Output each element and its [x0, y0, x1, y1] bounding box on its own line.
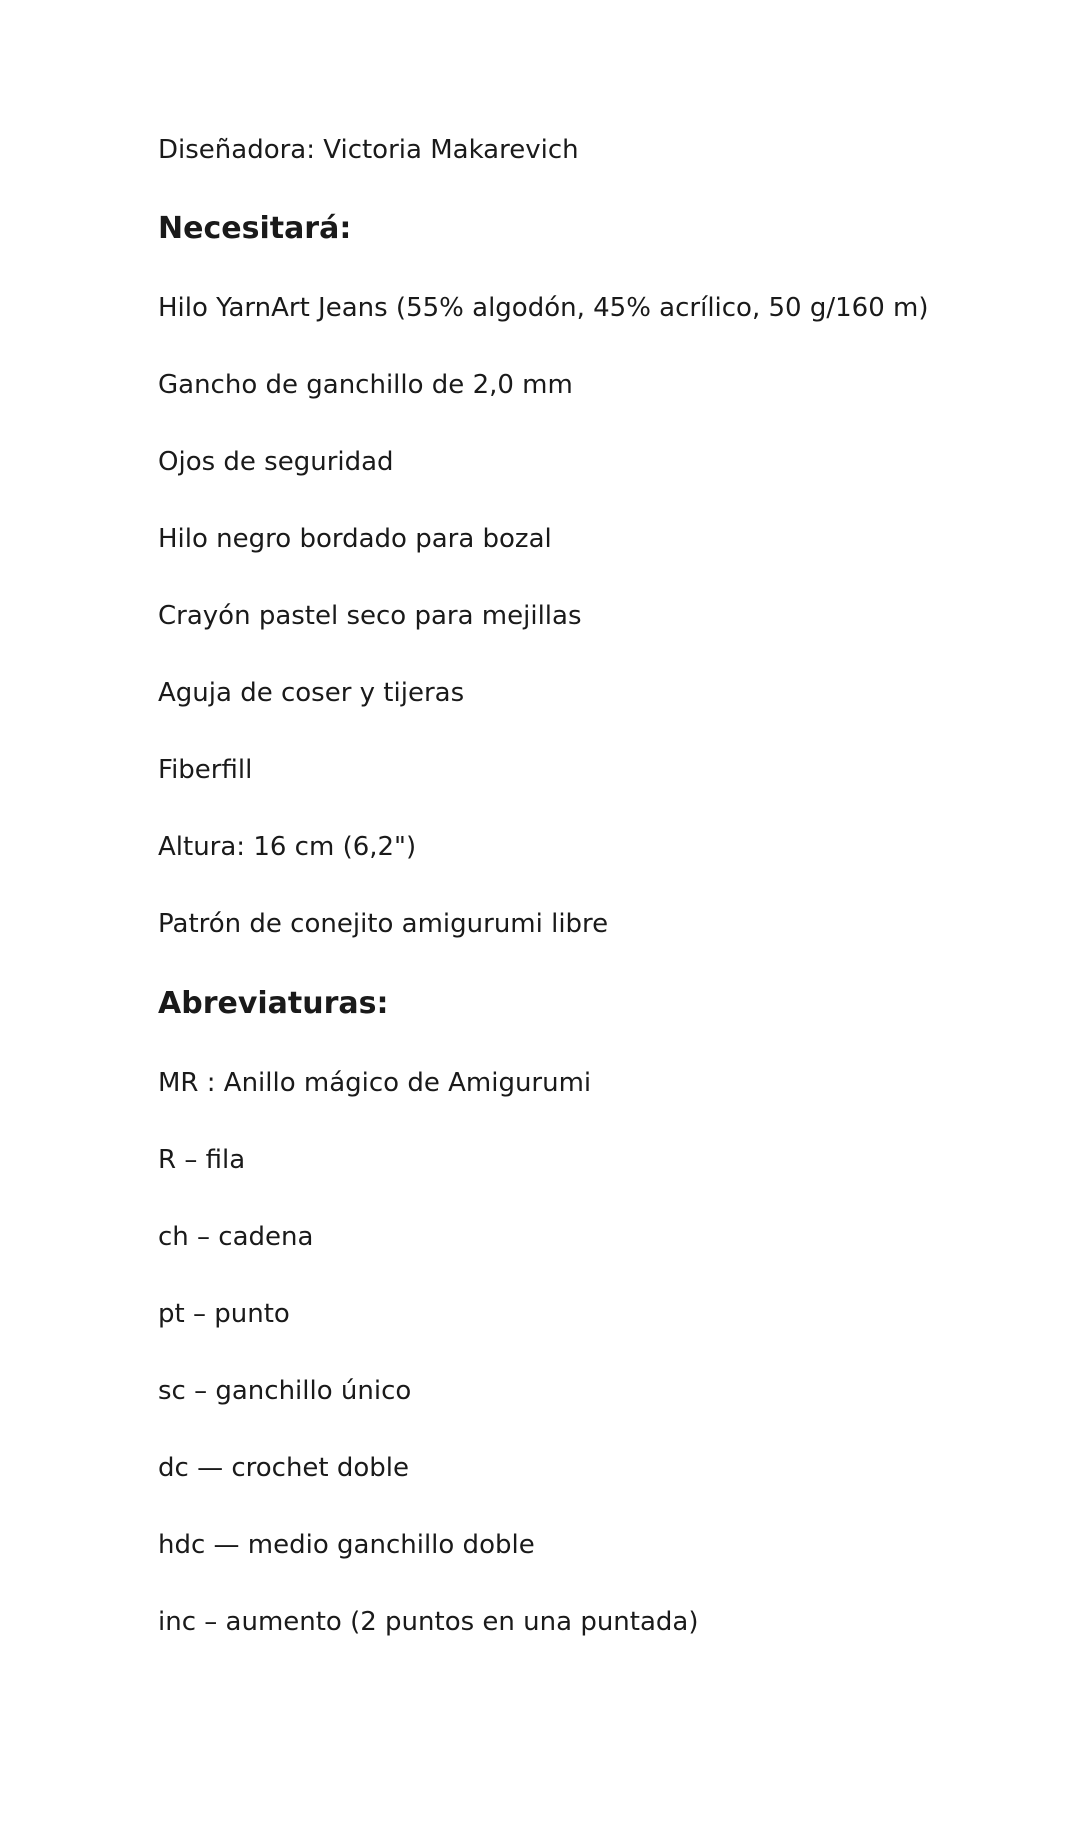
- material-item: Ojos de seguridad: [158, 447, 394, 477]
- abbreviations-heading: Abreviaturas:: [158, 986, 389, 1021]
- abbreviation-item: R – fila: [158, 1145, 246, 1175]
- abbreviation-item: dc — crochet doble: [158, 1453, 410, 1483]
- material-item: Patrón de conejito amigurumi libre: [158, 909, 609, 939]
- material-item: Gancho de ganchillo de 2,0 mm: [158, 370, 573, 400]
- materials-heading: Necesitará:: [158, 211, 352, 246]
- designer-credit: Diseñadora: Victoria Makarevich: [158, 135, 579, 165]
- abbreviation-item: pt – punto: [158, 1299, 290, 1329]
- abbreviations-list: [158, 1065, 1018, 1640]
- abbreviation-item: inc – aumento (2 puntos en una puntada): [158, 1607, 699, 1637]
- material-item: Hilo negro bordado para bozal: [158, 524, 552, 554]
- material-item: Fiberfill: [158, 755, 253, 785]
- material-item: Crayón pastel seco para mejillas: [158, 601, 582, 631]
- abbreviation-item: ch – cadena: [158, 1222, 314, 1252]
- abbreviation-item: sc – ganchillo único: [158, 1376, 412, 1406]
- materials-list: [158, 290, 1018, 942]
- abbreviation-item: hdc — medio ganchillo doble: [158, 1530, 535, 1560]
- abbreviation-item: MR : Anillo mágico de Amigurumi: [158, 1068, 592, 1098]
- material-item: Aguja de coser y tijeras: [158, 678, 465, 708]
- material-item: Altura: 16 cm (6,2"): [158, 832, 417, 862]
- document-body: [158, 132, 1018, 1640]
- material-item: Hilo YarnArt Jeans (55% algodón, 45% acrílico, 50 g/160 m): [158, 293, 929, 323]
